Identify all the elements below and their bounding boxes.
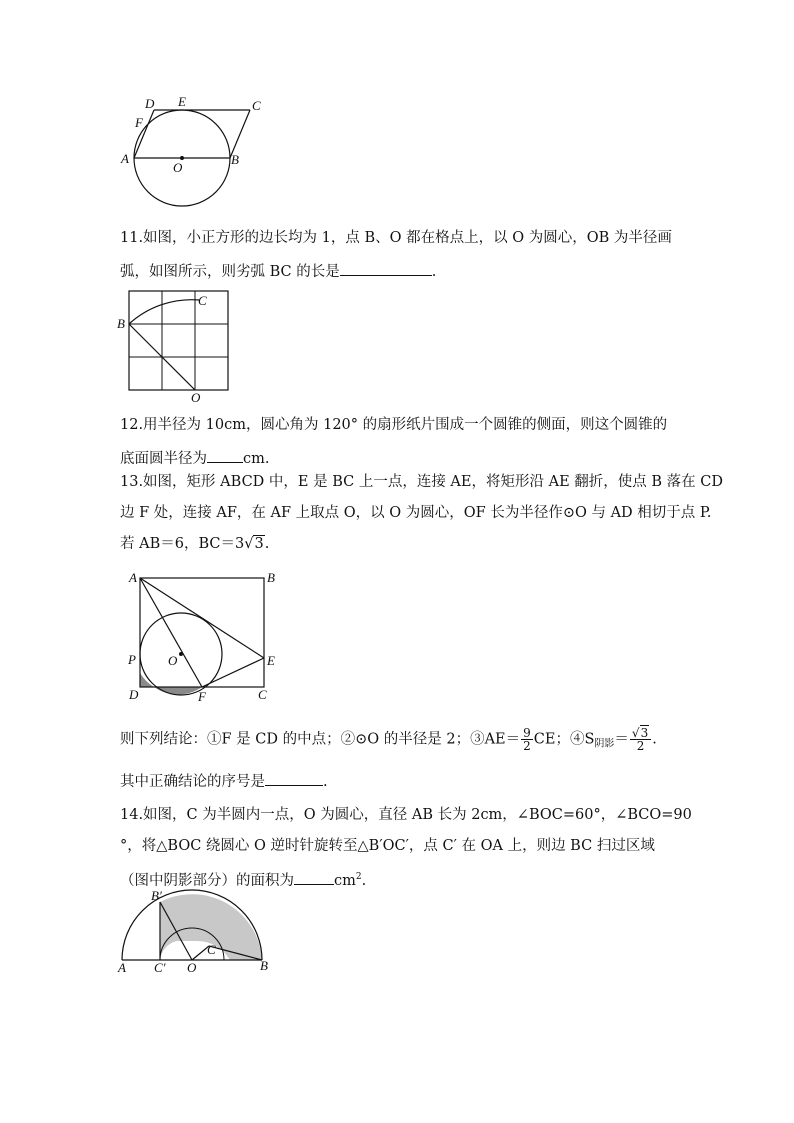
label-E: E: [267, 653, 275, 668]
label-C: C: [207, 942, 216, 957]
label-C: C: [252, 98, 261, 113]
sqrt-expression: √3: [244, 536, 264, 552]
label-O: O: [187, 960, 197, 975]
label-B: B: [231, 152, 239, 167]
q12-line2: [120, 446, 269, 469]
label-C: C: [198, 293, 207, 308]
q13-line3-pre: 若 AB＝6，BC＝3: [120, 536, 245, 552]
q14-line1: 14.如图，C 为半圆内一点，O 为圆心，直径 AB 长为 2cm，∠BOC=60°，∠BCO=90: [120, 807, 692, 823]
q11-line1: 11.如图，小正方形的边长均为 1，点 B、O 都在格点上，以 O 为圆心，OB 为半径画: [120, 230, 672, 246]
q12-line2-pre: 底面圆半径为: [120, 451, 207, 467]
label-B-prime: B′: [151, 888, 162, 903]
fraction: $\frac{9}{2}$: [523, 726, 531, 753]
q13-line1: 13.如图，矩形 ABCD 中，E 是 BC 上一点，连接 AE，将矩形沿 AE 翻折，使点 B 落在 CD: [120, 474, 723, 490]
label-C-prime: C′: [154, 960, 166, 975]
label-C: C: [258, 687, 267, 702]
label-O: O: [191, 390, 201, 404]
answer-blank: [294, 868, 334, 885]
figure-rectangle-fold: [120, 565, 290, 705]
label-D: D: [129, 687, 139, 702]
answer-blank: [207, 446, 243, 463]
label-F: F: [135, 115, 143, 130]
label-B: B: [260, 958, 268, 973]
q14-line2: °，将△BOC 绕圆心 O 逆时针旋转至△B′OC′，点 C′ 在 OA 上，则边 BC 扫过区域: [120, 838, 655, 854]
q11-line2: [120, 259, 436, 282]
figure-grid-arc: [115, 286, 240, 404]
label-B: B: [267, 570, 275, 585]
answer-blank: [340, 259, 432, 276]
q13-line3: 若 AB＝6，BC＝3√3.: [120, 536, 270, 552]
label-F: F: [198, 689, 206, 704]
q12-line2-post: cm.: [243, 451, 270, 467]
fraction-sqrt: $\frac{√3}{2}$: [630, 727, 651, 752]
label-O: O: [168, 653, 178, 668]
figure-circle-parallelogram: [118, 92, 278, 207]
label-A: A: [118, 960, 126, 975]
q14-line3: （图中阴影部分）的面积为 $cm^2$.: [120, 867, 366, 891]
label-O: O: [173, 160, 183, 175]
q13-line2: 边 F 处，连接 AF，在 AF 上取点 O，以 O 为圆心，OF 长为半径作⊙O 与 AD 相切于点 P.: [120, 505, 712, 521]
label-A: A: [129, 570, 137, 585]
q11-line2-pre: 弧，如图所示，则劣弧 BC 的长是: [120, 264, 340, 280]
q13-ask: 其中正确结论的序号是 .: [120, 769, 328, 792]
label-D: D: [145, 96, 155, 111]
label-P: P: [128, 652, 136, 667]
q12-line1: 12.用半径为 10cm，圆心角为 120° 的扇形纸片围成一个圆锥的侧面，则这个圆锥的: [120, 417, 668, 433]
q11-line2-post: .: [431, 264, 437, 280]
label-A: A: [121, 151, 129, 166]
label-E: E: [178, 94, 186, 109]
label-B: B: [117, 316, 125, 331]
figure-semicircle-rotation: [115, 888, 280, 980]
answer-blank: [265, 769, 323, 786]
q13-conclusions: 则下列结论：①F 是 CD 的中点；②⊙O 的半径是 2；③AE＝ $\frac{9}{2}$ CE；$④S_{阴影}=$ $\frac{√3}{2}$ .: [120, 726, 657, 753]
